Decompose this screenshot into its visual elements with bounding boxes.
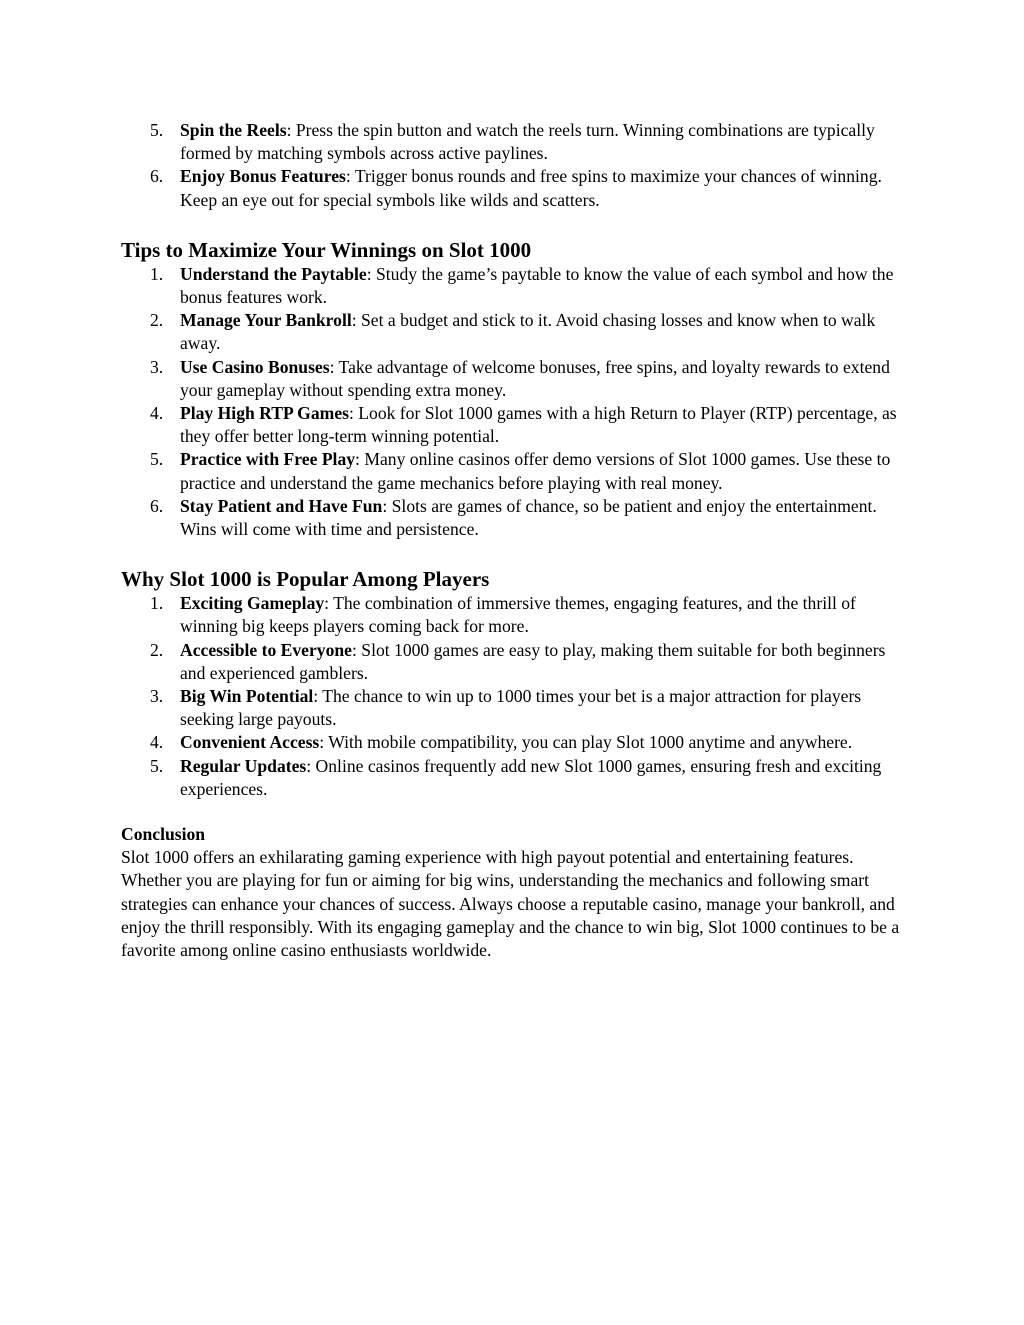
list-item-text: : Trigger bonus rounds and free spins to maximize your chances of winning. Keep an eye out for special symbols like wilds and scatters. <box>180 166 882 210</box>
list-number: 5. <box>150 120 164 140</box>
list-item-text: : Press the spin button and watch the reels turn. Winning combinations are typically formed by matching symbols across active paylines. <box>180 120 875 164</box>
list-item-text: : Slots are games of chance, so be patient and enjoy the entertainment. Wins will come with time and persistence. <box>180 495 877 540</box>
popular-list <box>121 592 901 801</box>
list-item-term: Stay Patient and Have Fun <box>180 495 383 516</box>
conclusion-paragraph: Slot 1000 offers an exhilarating gaming experience with high payout potential and entertaining features. Whether you are playing for fun or aiming for big wins, understanding the mechanics and following smart strategies can enhance your chances of success. Always choose a reputable casino, manage your bankroll, and enjoy the thrill responsibly. With its engaging gameplay and the chance to win big, Slot 1000 continues to be a favorite among online casino enthusiasts worldwide. <box>121 847 900 961</box>
list-number: 4. <box>150 403 164 424</box>
list-item-text: : Look for Slot 1000 games with a high Return to Player (RTP) percentage, as they offer better long-term winning potential. <box>180 403 897 447</box>
conclusion-heading: Conclusion <box>121 824 206 845</box>
list-item-term: Practice with Free Play <box>180 449 356 470</box>
page-content <box>121 119 901 962</box>
list-item-term: Understand the Paytable <box>180 263 367 284</box>
list-number: 6. <box>150 495 164 516</box>
list-item <box>121 119 901 165</box>
list-item-term: Manage Your Bankroll <box>180 310 352 331</box>
list-item-text: : Take advantage of welcome bonuses, free spins, and loyalty rewards to extend your gameplay without spending extra money. <box>180 356 890 400</box>
list-item <box>121 495 901 541</box>
list-item <box>121 448 901 494</box>
list-item-term: Exciting Gameplay <box>180 593 325 614</box>
list-item-term: Enjoy Bonus Features <box>180 166 346 187</box>
list-item <box>121 356 901 402</box>
list-item <box>121 685 901 731</box>
how-to-play-list-continued <box>121 119 901 212</box>
list-item-term: Accessible to Everyone <box>180 639 352 660</box>
list-number: 5. <box>150 449 164 470</box>
list-number: 2. <box>150 310 164 331</box>
list-item <box>121 731 901 754</box>
list-number: 3. <box>150 356 164 377</box>
list-number: 6. <box>150 166 164 187</box>
list-item <box>121 309 901 355</box>
list-item <box>121 165 901 211</box>
list-item-text: : Set a budget and stick to it. Avoid chasing losses and know when to walk away. <box>180 310 876 354</box>
list-item-term: Play High RTP Games <box>180 403 349 424</box>
list-item-text: : Study the game’s paytable to know the value of each symbol and how the bonus features work. <box>180 263 894 308</box>
list-item <box>121 639 901 685</box>
list-item-term: Spin the Reels <box>180 120 287 140</box>
list-item-text: : Many online casinos offer demo versions of Slot 1000 games. Use these to practice and understand the game mechanics before playing with real money. <box>180 449 891 493</box>
tips-heading: Tips to Maximize Your Winnings on Slot 1000 <box>121 237 532 262</box>
list-item-term: Use Casino Bonuses <box>180 356 330 377</box>
list-number: 1. <box>150 263 164 284</box>
list-item-term: Convenient Access <box>180 732 320 753</box>
list-item <box>121 402 901 448</box>
list-item-text: : The chance to win up to 1000 times your bet is a major attraction for players seeking large payouts. <box>180 686 862 730</box>
list-item <box>121 263 901 309</box>
list-item-text: : With mobile compatibility, you can play Slot 1000 anytime and anywhere. <box>319 732 853 753</box>
list-item-text: : Slot 1000 games are easy to play, making them suitable for both beginners and experienced gamblers. <box>180 639 886 683</box>
list-number: 3. <box>150 686 164 707</box>
tips-list <box>121 263 901 541</box>
list-number: 5. <box>150 755 164 776</box>
popular-heading: Why Slot 1000 is Popular Among Players <box>121 567 490 592</box>
list-item <box>121 592 901 638</box>
list-number: 1. <box>150 593 164 614</box>
list-item-term: Regular Updates <box>180 755 307 776</box>
list-number: 2. <box>150 639 164 660</box>
list-item-term: Big Win Potential <box>180 686 314 707</box>
list-item-text: : Online casinos frequently add new Slot 1000 games, ensuring fresh and exciting experiences. <box>180 755 882 799</box>
list-number: 4. <box>150 732 164 753</box>
list-item <box>121 755 901 801</box>
list-item-text: : The combination of immersive themes, engaging features, and the thrill of winning big keeps players coming back for more. <box>180 593 856 637</box>
